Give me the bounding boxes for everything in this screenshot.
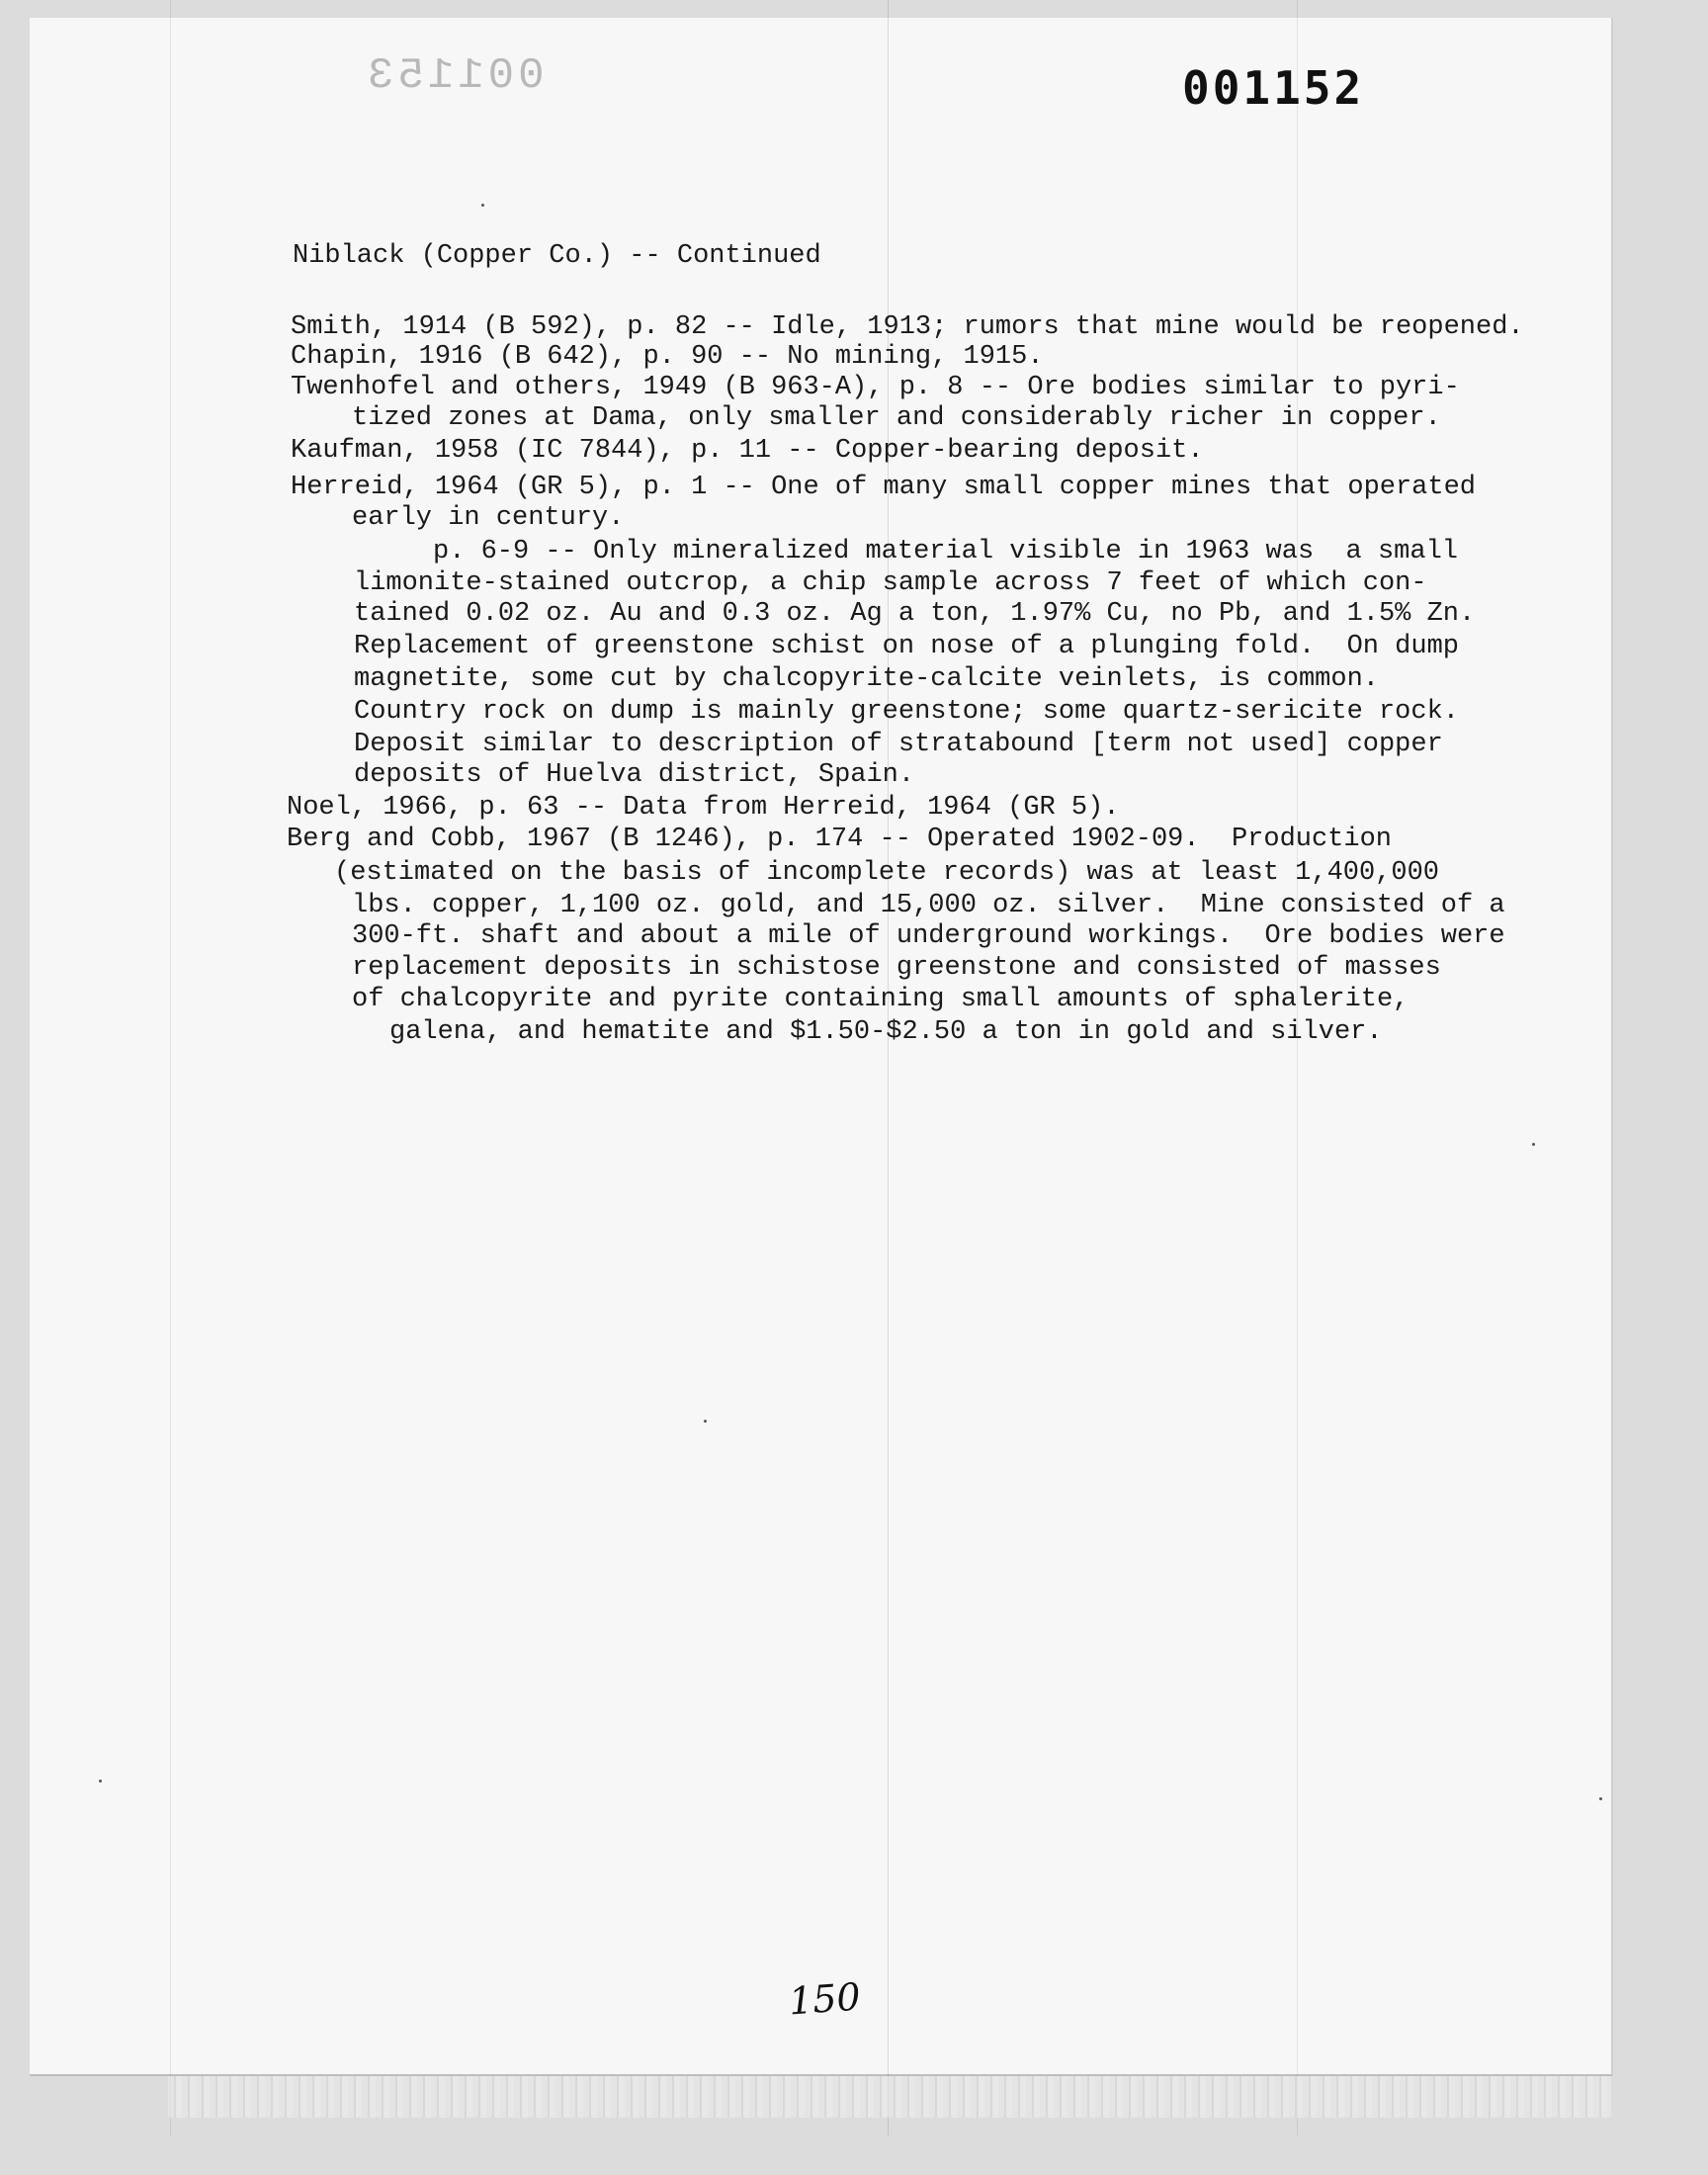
- heading: Niblack (Copper Co.) -- Continued: [293, 241, 821, 271]
- reference-line: lbs. copper, 1,100 oz. gold, and 15,000 oz. silver. Mine consisted of a: [352, 891, 1505, 920]
- reference-line: Twenhofel and others, 1949 (B 963-A), p. 8 -- Ore bodies similar to pyri-: [291, 373, 1460, 402]
- scan-speck: [481, 204, 484, 207]
- scan-speck: [1599, 1797, 1602, 1800]
- reference-line: deposits of Huelva district, Spain.: [354, 760, 915, 790]
- reference-line: of chalcopyrite and pyrite containing small amounts of sphalerite,: [352, 985, 1409, 1014]
- reference-line: Kaufman, 1958 (IC 7844), p. 11 -- Copper-bearing deposit.: [291, 436, 1204, 466]
- reference-line: Deposit similar to description of stratabound [term not used] copper: [354, 730, 1443, 759]
- reference-line: Berg and Cobb, 1967 (B 1246), p. 174 -- Operated 1902-09. Production: [287, 825, 1392, 854]
- scan-speck: [99, 1780, 102, 1783]
- bleed-through-stamp: 001153: [364, 51, 545, 101]
- reference-line: Replacement of greenstone schist on nose of a plunging fold. On dump: [354, 632, 1459, 661]
- scan-edge-strip: [168, 2076, 1611, 2118]
- reference-line: 300-ft. shaft and about a mile of underground workings. Ore bodies were: [352, 921, 1505, 951]
- reference-line: tained 0.02 oz. Au and 0.3 oz. Ag a ton, 1.97% Cu, no Pb, and 1.5% Zn.: [354, 599, 1476, 629]
- reference-line: Country rock on dump is mainly greenstone; some quartz-sericite rock.: [354, 697, 1459, 727]
- scan-line: [170, 0, 171, 2135]
- handwritten-page-number: 150: [787, 1974, 862, 2024]
- reference-line: (estimated on the basis of incomplete records) was at least 1,400,000: [334, 858, 1439, 888]
- reference-line: early in century.: [352, 503, 625, 533]
- scan-speck: [704, 1420, 707, 1423]
- reference-line: Smith, 1914 (B 592), p. 82 -- Idle, 1913; rumors that mine would be reopened.: [291, 312, 1524, 342]
- reference-line: Chapin, 1916 (B 642), p. 90 -- No mining, 1915.: [291, 342, 1044, 372]
- reference-line: p. 6-9 -- Only mineralized material visible in 1963 was a small: [433, 537, 1458, 566]
- reference-line: replacement deposits in schistose greenstone and consisted of masses: [352, 953, 1441, 983]
- reference-line: magnetite, some cut by chalcopyrite-calcite veinlets, is common.: [354, 664, 1379, 694]
- reference-line: tized zones at Dama, only smaller and considerably richer in copper.: [352, 403, 1441, 433]
- reference-line: galena, and hematite and $1.50-$2.50 a ton in gold and silver.: [389, 1017, 1383, 1047]
- scan-speck: [1532, 1143, 1535, 1146]
- document-number-stamp: 001152: [1182, 61, 1365, 115]
- reference-line: limonite-stained outcrop, a chip sample across 7 feet of which con-: [354, 568, 1427, 598]
- reference-line: Herreid, 1964 (GR 5), p. 1 -- One of many small copper mines that operated: [291, 473, 1476, 502]
- reference-line: Noel, 1966, p. 63 -- Data from Herreid, 1964 (GR 5).: [287, 793, 1120, 823]
